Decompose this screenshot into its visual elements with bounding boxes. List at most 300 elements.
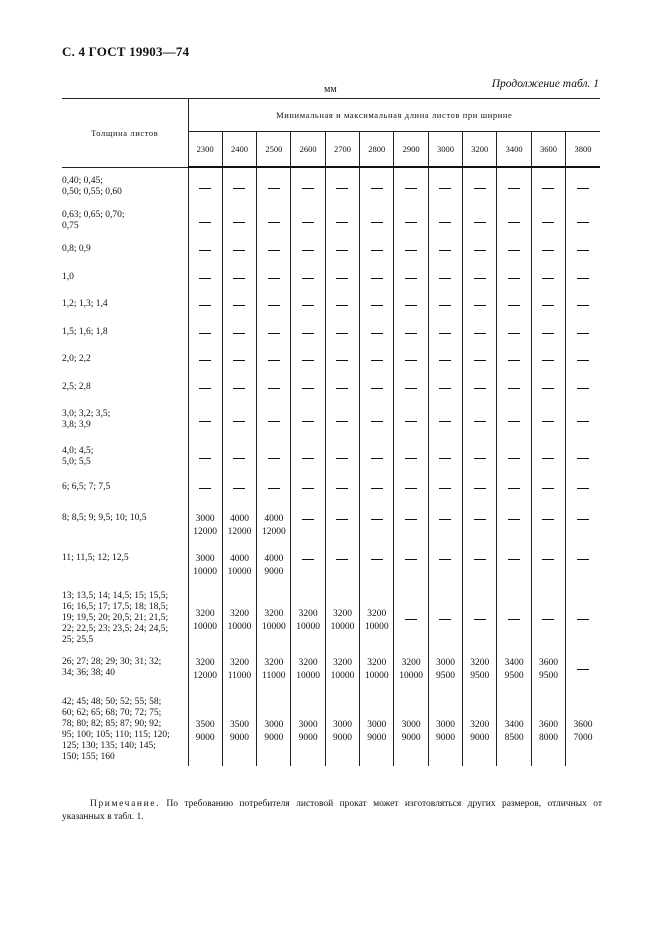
dash-mark [439,619,451,620]
dash-mark [577,458,589,459]
empty-value-cell [222,351,256,379]
thickness-line: 2,5; 2,8 [62,382,91,392]
min-length: 4000 [229,514,249,524]
dash-mark [474,278,486,279]
thickness-cell [62,588,188,654]
thickness-line: 6; 6,5; 7; 7,5 [62,482,111,492]
dash-mark [199,188,211,189]
thickness-line: 4,0; 4,5; [62,446,94,456]
empty-value-cell [291,510,325,550]
max-length: 9000 [195,733,215,743]
dash-mark [542,388,554,389]
empty-value-cell [463,269,497,296]
table-row [62,324,600,351]
thickness-cell [62,479,188,510]
dash-mark [302,188,314,189]
empty-value-cell [566,406,600,443]
dash-mark [268,305,280,306]
empty-value-cell [428,167,462,207]
empty-value-cell [463,406,497,443]
dash-mark [268,360,280,361]
empty-value-cell [325,207,359,241]
empty-value-cell [428,406,462,443]
empty-value-cell [360,510,394,550]
min-length: 3600 [538,658,558,668]
empty-value-cell [188,296,222,324]
empty-value-cell [566,269,600,296]
max-length: 12000 [261,527,286,537]
empty-value-cell [394,269,428,296]
empty-value-cell [566,167,600,207]
empty-value-cell [325,406,359,443]
dash-mark [233,222,245,223]
length-value-cell [497,694,531,766]
max-length: 11000 [262,671,286,681]
length-value-cell [188,550,222,588]
max-length: 10000 [399,671,423,681]
dash-mark [371,278,383,279]
empty-value-cell [531,351,565,379]
max-length: 12000 [227,527,252,537]
dash-mark [199,421,211,422]
thickness-line: 11; 11,5; 12; 12,5 [62,553,129,563]
dash-mark [233,333,245,334]
dash-mark [474,222,486,223]
empty-value-cell [360,550,394,588]
empty-value-cell [497,207,531,241]
max-length: 10000 [227,621,252,632]
min-length: 3200 [264,608,284,619]
max-length: 8000 [538,733,558,743]
min-length: 4000 [229,554,249,564]
empty-value-cell [531,241,565,269]
dash-mark [508,222,520,223]
empty-value-cell [463,479,497,510]
thickness-line: 150; 155; 160 [62,752,115,762]
dash-mark [508,250,520,251]
empty-value-cell [257,167,291,207]
dash-mark [474,488,486,489]
dash-mark [302,222,314,223]
dash-mark [542,488,554,489]
empty-value-cell [394,207,428,241]
empty-value-cell [188,379,222,406]
dash-mark [302,305,314,306]
dash-mark [336,519,348,520]
thickness-cell [62,207,188,241]
empty-value-cell [394,588,428,654]
max-length: 10000 [193,567,218,577]
min-length: 3200 [401,658,421,668]
dash-mark [474,519,486,520]
dash-mark [508,519,520,520]
empty-value-cell [188,351,222,379]
empty-value-cell [222,379,256,406]
max-length: 10000 [296,671,321,681]
empty-value-cell [188,167,222,207]
min-length: 3000 [195,514,215,524]
min-length: 4000 [264,514,284,524]
thickness-line: 1,2; 1,3; 1,4 [62,299,108,309]
thickness-column-header: Толщина листов [62,99,188,168]
empty-value-cell [291,324,325,351]
thickness-line: 42; 45; 48; 50; 52; 55; 58; [62,697,162,707]
empty-value-cell [188,406,222,443]
empty-value-cell [325,379,359,406]
dash-mark [542,278,554,279]
empty-value-cell [291,379,325,406]
empty-value-cell [257,351,291,379]
thickness-cell [62,324,188,351]
max-length: 10000 [330,621,355,632]
dash-mark [577,388,589,389]
empty-value-cell [188,443,222,479]
length-value-cell [222,694,256,766]
dash-mark [302,519,314,520]
empty-value-cell [428,241,462,269]
min-length: 3200 [470,720,490,730]
thickness-line: 0,63; 0,65; 0,70; [62,210,125,220]
max-length: 11000 [227,671,252,681]
empty-value-cell [360,324,394,351]
dash-mark [474,333,486,334]
min-length: 3200 [367,608,387,619]
empty-value-cell [497,588,531,654]
table-row [62,479,600,510]
empty-value-cell [566,588,600,654]
min-length: 3200 [195,658,215,668]
length-value-cell [463,694,497,766]
dash-mark [405,305,417,306]
dash-mark [405,619,417,620]
thickness-line: 1,0 [62,272,74,282]
empty-value-cell [566,207,600,241]
units-label: мм [324,84,337,95]
empty-value-cell [360,207,394,241]
length-value-cell [291,654,325,694]
dash-mark [336,360,348,361]
max-length: 9000 [470,733,490,743]
dash-mark [233,250,245,251]
dash-mark [371,222,383,223]
max-length: 9000 [264,567,284,577]
table-row [62,443,600,479]
dash-mark [405,488,417,489]
dash-mark [371,488,383,489]
thickness-cell [62,550,188,588]
dash-mark [542,333,554,334]
width-column-header: 3800 [566,132,600,168]
dash-mark [542,619,554,620]
empty-value-cell [394,296,428,324]
dash-mark [474,360,486,361]
dash-mark [405,222,417,223]
empty-value-cell [394,167,428,207]
dash-mark [336,250,348,251]
length-value-cell [222,510,256,550]
empty-value-cell [463,207,497,241]
length-value-cell [188,510,222,550]
empty-value-cell [360,167,394,207]
empty-value-cell [497,269,531,296]
min-length: 3200 [195,608,215,619]
empty-value-cell [325,324,359,351]
dash-mark [199,458,211,459]
length-value-cell [257,588,291,654]
length-value-cell [531,694,565,766]
dash-mark [508,333,520,334]
thickness-cell [62,241,188,269]
dash-mark [302,458,314,459]
empty-value-cell [497,324,531,351]
empty-value-cell [428,207,462,241]
max-length: 12000 [193,671,218,681]
max-length: 10000 [193,621,218,632]
length-value-cell [325,694,359,766]
length-value-cell [325,654,359,694]
thickness-line: 0,75 [62,221,79,231]
empty-value-cell [394,443,428,479]
empty-value-cell [566,296,600,324]
dash-mark [474,421,486,422]
table-row [62,167,600,207]
dash-mark [371,388,383,389]
empty-value-cell [188,241,222,269]
empty-value-cell [566,379,600,406]
empty-value-cell [325,550,359,588]
empty-value-cell [394,351,428,379]
empty-value-cell [257,207,291,241]
empty-value-cell [325,296,359,324]
dash-mark [577,188,589,189]
dash-mark [542,519,554,520]
thickness-line: 0,50; 0,55; 0,60 [62,186,122,197]
length-value-cell [325,588,359,654]
dash-mark [542,421,554,422]
width-column-header: 2400 [222,132,256,168]
empty-value-cell [497,550,531,588]
empty-value-cell [360,241,394,269]
length-value-cell [463,654,497,694]
empty-value-cell [188,479,222,510]
dash-mark [542,250,554,251]
dash-mark [439,458,451,459]
empty-value-cell [291,207,325,241]
empty-value-cell [257,379,291,406]
dash-mark [199,278,211,279]
thickness-cell [62,654,188,694]
dash-mark [577,333,589,334]
min-length: 3200 [264,658,284,668]
thickness-line: 3,0; 3,2; 3,5; [62,409,111,419]
dash-mark [439,488,451,489]
empty-value-cell [428,351,462,379]
length-value-cell [188,654,222,694]
empty-value-cell [463,241,497,269]
dash-mark [199,222,211,223]
empty-value-cell [291,406,325,443]
width-column-header: 3000 [428,132,462,168]
dash-mark [508,458,520,459]
max-length: 9000 [298,733,318,743]
min-length: 3000 [332,720,352,730]
empty-value-cell [463,351,497,379]
empty-value-cell [531,167,565,207]
empty-value-cell [222,443,256,479]
note-text: По требованию потребителя листовой прокат может изготовляться других размеров, отличных от указанных в табл. 1. [62,799,602,822]
length-value-cell [360,654,394,694]
empty-value-cell [463,167,497,207]
thickness-line: 13; 13,5; 14; 14,5; 15; 15,5; [62,591,169,601]
dash-mark [577,305,589,306]
empty-value-cell [188,207,222,241]
dash-mark [268,278,280,279]
dash-mark [268,458,280,459]
empty-value-cell [531,406,565,443]
max-length: 9000 [367,733,387,743]
dash-mark [199,250,211,251]
empty-value-cell [360,269,394,296]
dash-mark [233,188,245,189]
width-column-header: 2300 [188,132,222,168]
dash-mark [336,278,348,279]
empty-value-cell [222,167,256,207]
length-value-cell [360,588,394,654]
dash-mark [199,488,211,489]
dash-mark [199,388,211,389]
min-length: 3200 [470,658,490,668]
empty-value-cell [394,550,428,588]
dash-mark [336,458,348,459]
empty-value-cell [222,207,256,241]
thickness-cell [62,351,188,379]
length-value-cell [188,694,222,766]
empty-value-cell [531,443,565,479]
dash-mark [371,559,383,560]
empty-value-cell [531,550,565,588]
dash-mark [371,458,383,459]
min-length: 3000 [298,720,318,730]
width-group-header: Минимальная и максимальная длина листов при ширине [188,99,600,132]
dash-mark [439,388,451,389]
empty-value-cell [497,479,531,510]
max-length: 10000 [227,567,252,577]
dash-mark [336,305,348,306]
min-length: 3600 [538,720,558,730]
thickness-cell [62,167,188,207]
empty-value-cell [325,510,359,550]
dash-mark [233,458,245,459]
min-length: 3200 [298,608,318,619]
width-column-header: 2700 [325,132,359,168]
empty-value-cell [394,406,428,443]
min-length: 3200 [332,658,352,668]
empty-value-cell [188,324,222,351]
empty-value-cell [566,654,600,694]
empty-value-cell [497,296,531,324]
table-row [62,207,600,241]
thickness-line: 1,5; 1,6; 1,8 [62,327,108,337]
width-column-header: 3600 [531,132,565,168]
thickness-line: 8; 8,5; 9; 9,5; 10; 10,5 [62,513,147,523]
dash-mark [508,388,520,389]
dash-mark [542,458,554,459]
dash-mark [371,305,383,306]
min-length: 3000 [264,720,284,730]
empty-value-cell [394,241,428,269]
thickness-line: 16; 16,5; 17; 17,5; 18; 18,5; [62,602,169,612]
dash-mark [405,360,417,361]
thickness-line: 19; 19,5; 20; 20,5; 21; 21,5; [62,613,169,623]
dash-mark [508,305,520,306]
dash-mark [542,188,554,189]
table-row [62,654,600,694]
thickness-line: 3,8; 3,9 [62,420,91,430]
dash-mark [302,421,314,422]
min-length: 3400 [504,720,524,730]
dash-mark [302,559,314,560]
max-length: 9000 [401,733,421,743]
sheet-dimensions-table [62,98,600,766]
empty-value-cell [531,479,565,510]
dash-mark [336,488,348,489]
thickness-line: 34; 36; 38; 40 [62,668,116,678]
length-value-cell [188,588,222,654]
max-length: 10000 [330,671,355,681]
min-length: 3000 [367,720,387,730]
dash-mark [371,519,383,520]
width-column-header: 2800 [360,132,394,168]
dash-mark [577,421,589,422]
empty-value-cell [428,479,462,510]
dash-mark [577,278,589,279]
dash-mark [302,388,314,389]
dash-mark [199,333,211,334]
min-length: 3200 [367,658,387,668]
table-row [62,351,600,379]
empty-value-cell [428,296,462,324]
length-value-cell [222,654,256,694]
table-row [62,406,600,443]
dash-mark [542,222,554,223]
empty-value-cell [188,269,222,296]
table-row [62,379,600,406]
width-column-header: 2600 [291,132,325,168]
dash-mark [405,188,417,189]
min-length: 3400 [504,658,524,668]
min-length: 3000 [195,554,215,564]
empty-value-cell [497,351,531,379]
dash-mark [577,360,589,361]
thickness-line: 25; 25,5 [62,635,94,645]
empty-value-cell [497,241,531,269]
max-length: 10000 [364,621,389,632]
dash-mark [577,488,589,489]
dash-mark [439,559,451,560]
length-value-cell [428,654,462,694]
empty-value-cell [531,207,565,241]
dash-mark [577,519,589,520]
length-value-cell [291,588,325,654]
dash-mark [577,222,589,223]
max-length: 10000 [296,621,321,632]
empty-value-cell [531,296,565,324]
empty-value-cell [428,324,462,351]
dash-mark [508,278,520,279]
dash-mark [233,360,245,361]
thickness-line: 60; 62; 65; 68; 70; 72; 75; [62,708,162,718]
width-column-header: 2500 [257,132,291,168]
